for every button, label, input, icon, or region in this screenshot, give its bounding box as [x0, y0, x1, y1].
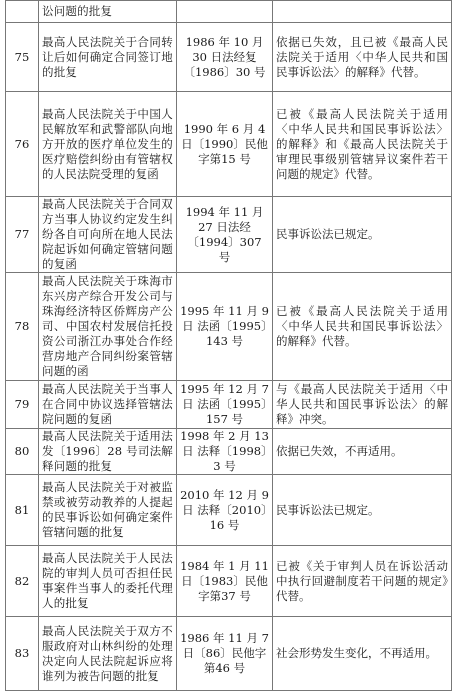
table-row — [6, 546, 452, 617]
doc-title-cell: 最高人民法院关于珠海市东兴房产综合开发公司与珠海经济特区侨辉房产公司、中国农村发展信托投资公司浙江办事处合作经营房地产合同纠纷案管辖问题的函 — [39, 273, 177, 381]
doc-number-cell: 1995 年 11 月 9 日 法函〔1995〕143 号 — [177, 273, 273, 381]
doc-number-cell — [177, 1, 273, 23]
doc-title-cell: 讼问题的批复 — [39, 1, 177, 23]
row-number-cell: 81 — [6, 475, 39, 546]
status-cell: 已被《关于审判人员在诉讼活动中执行回避制度若干问题的规定》代替。 — [273, 546, 452, 617]
table-row — [6, 475, 452, 546]
table-row — [6, 23, 452, 92]
table-row — [6, 273, 452, 381]
doc-title-cell: 最高人民法院关于适用法发〔1996〕28 号司法解释问题的批复 — [39, 429, 177, 475]
table-row — [6, 617, 452, 691]
status-cell: 民事诉讼法已规定。 — [273, 197, 452, 273]
doc-number-cell: 1998 年 2 月 13 日 法释〔1998〕3 号 — [177, 429, 273, 475]
doc-number-cell: 1995 年 12 月 7 日 法函〔1995〕157 号 — [177, 381, 273, 429]
doc-number-cell: 1994 年 11 月 27 日法经〔1994〕307 号 — [177, 197, 273, 273]
row-number-cell: 78 — [6, 273, 39, 381]
row-number-cell: 79 — [6, 381, 39, 429]
status-cell — [273, 1, 452, 23]
doc-title-cell: 最高人民法院关于中国人民解放军和武警部队向地方开放的医疗单位发生的医疗赔偿纠纷由有管辖权的人民法院受理的复函 — [39, 92, 177, 197]
doc-number-cell: 1984 年 1 月 11 日〔1983〕民他字第37 号 — [177, 546, 273, 617]
row-number-cell: 75 — [6, 23, 39, 92]
status-cell: 已被《最高人民法院关于适用〈中华人民共和国民事诉讼法〉的解释》代替。 — [273, 273, 452, 381]
row-number-cell — [6, 1, 39, 23]
doc-title-cell: 最高人民法院关于人民法院的审判人员可否担任民事案件当事人的委托代理人的批复 — [39, 546, 177, 617]
table-row — [6, 197, 452, 273]
row-number-cell: 82 — [6, 546, 39, 617]
doc-number-cell: 1986 年 10 月 30 日法经复〔1986〕30 号 — [177, 23, 273, 92]
status-cell: 已被《最高人民法院关于适用〈中华人民共和国民事诉讼法〉的解释》和《最高人民法院关于审理民事级别管辖异议案件若干问题的规定》代替。 — [273, 92, 452, 197]
table-row — [6, 381, 452, 429]
row-number-cell: 77 — [6, 197, 39, 273]
table-row — [6, 429, 452, 475]
table-row-continued — [6, 1, 452, 23]
status-cell: 与《最高人民法院关于适用〈中华人民共和国民事诉讼法〉的解释》冲突。 — [273, 381, 452, 429]
status-cell: 依据已失效，且已被《最高人民法院关于适用〈中华人民共和国民事诉讼法〉的解释》代替。 — [273, 23, 452, 92]
doc-title-cell: 最高人民法院关于当事人在合同中协议选择管辖法院问题的复函 — [39, 381, 177, 429]
doc-title-cell: 最高人民法院关于对被监禁或被劳动教养的人提起的民事诉讼如何确定案件管辖问题的批复 — [39, 475, 177, 546]
status-cell: 依据已失效，不再适用。 — [273, 429, 452, 475]
doc-number-cell: 1990 年 6 月 4 日〔1990〕民他字第15 号 — [177, 92, 273, 197]
status-cell: 民事诉讼法已规定。 — [273, 475, 452, 546]
regulations-table — [5, 0, 452, 691]
doc-title-cell: 最高人民法院关于合同双方当事人协议约定发生纠纷各自可向所在地人民法院起诉如何确定管辖问题的复函 — [39, 197, 177, 273]
status-cell: 社会形势发生变化，不再适用。 — [273, 617, 452, 691]
doc-number-cell: 1986 年 11 月 7 日〔86〕民他字第46 号 — [177, 617, 273, 691]
row-number-cell: 83 — [6, 617, 39, 691]
doc-title-cell: 最高人民法院关于合同转让后如何确定合同签订地的批复 — [39, 23, 177, 92]
table-row — [6, 92, 452, 197]
row-number-cell: 76 — [6, 92, 39, 197]
doc-title-cell: 最高人民法院关于双方不服政府对山林纠纷的处理决定向人民法院起诉应将谁列为被告问题的批复 — [39, 617, 177, 691]
doc-number-cell: 2010 年 12 月 9 日 法释〔2010〕16 号 — [177, 475, 273, 546]
row-number-cell: 80 — [6, 429, 39, 475]
